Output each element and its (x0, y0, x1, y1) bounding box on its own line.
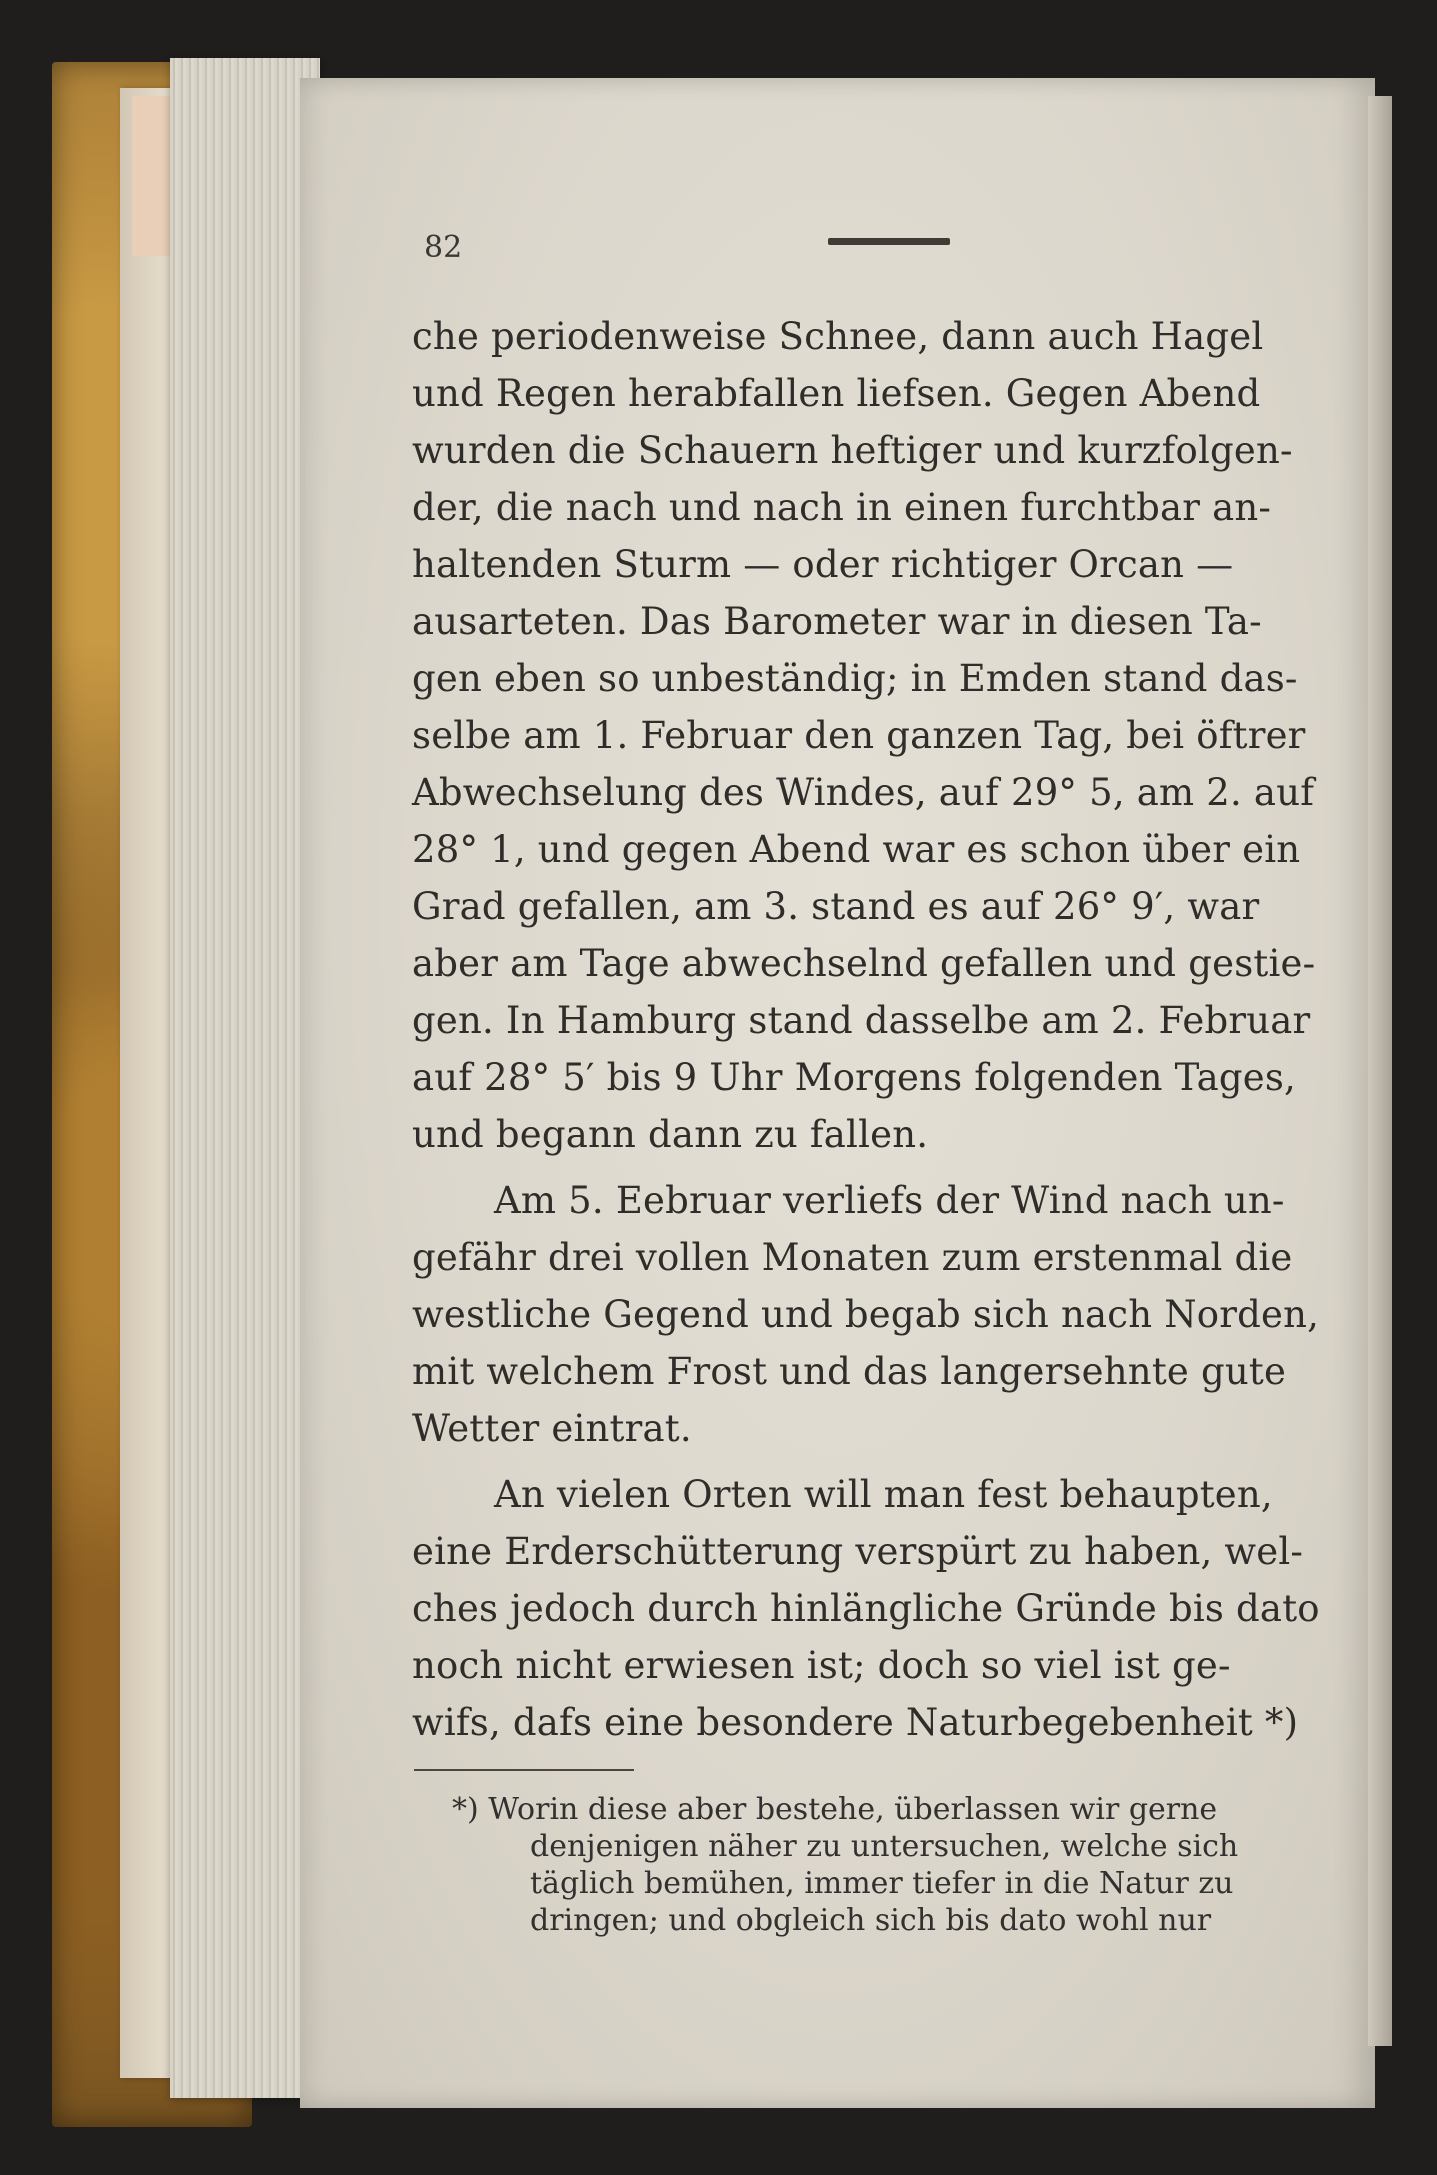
body-line: Grad gefallen, am 3. stand es auf 26° 9′, war (412, 885, 1260, 928)
body-line: der, die nach und nach in einen furchtbar an- (412, 486, 1272, 529)
body-line: und begann dann zu fallen. (412, 1113, 929, 1156)
body-line: und Regen herabfallen liefsen. Gegen Abend (412, 372, 1261, 415)
body-line: ches jedoch durch hinlängliche Gründe bis dato (412, 1587, 1320, 1630)
body-line: Abwechselung des Windes, auf 29° 5, am 2. auf (412, 771, 1315, 814)
body-line: 28° 1, und gegen Abend war es schon über ein (412, 828, 1301, 871)
body-line: Am 5. Eebruar verliefs der Wind nach un- (494, 1179, 1285, 1222)
endpaper-tab (132, 96, 172, 256)
body-line: ausarteten. Das Barometer war in diesen Ta- (412, 600, 1262, 643)
body-line: selbe am 1. Februar den ganzen Tag, bei öftrer (412, 714, 1306, 757)
footnote-line: *) Worin diese aber bestehe, überlassen wir gerne (452, 1792, 1218, 1827)
body-line: An vielen Orten will man fest behaupten, (494, 1473, 1273, 1516)
body-line: wifs, dafs eine besondere Naturbegebenheit *) (412, 1701, 1299, 1744)
page-stack (170, 58, 320, 2098)
footnote-line: dringen; und obgleich sich bis dato wohl nur (530, 1903, 1212, 1938)
footnote-line: täglich bemühen, immer tiefer in die Natur zu (530, 1866, 1234, 1901)
body-line: gen. In Hamburg stand dasselbe am 2. Februar (412, 999, 1311, 1042)
body-line: che periodenweise Schnee, dann auch Hagel (412, 315, 1264, 358)
body-line: wurden die Schauern heftiger und kurzfolgen- (412, 429, 1293, 472)
header-ornament-rule (828, 238, 950, 245)
body-line: eine Erderschütterung verspürt zu haben, wel- (412, 1530, 1304, 1573)
body-line: mit welchem Frost und das langersehnte gute (412, 1350, 1287, 1393)
footnote-line: denjenigen näher zu untersuchen, welche sich (530, 1829, 1239, 1864)
body-line: gen eben so unbeständig; in Emden stand das- (412, 657, 1298, 700)
body-line: aber am Tage abwechselnd gefallen und gestie- (412, 942, 1316, 985)
body-line: westliche Gegend und begab sich nach Norden, (412, 1293, 1320, 1336)
body-line: gefähr drei vollen Monaten zum erstenmal die (412, 1236, 1293, 1279)
footnote-rule (414, 1769, 634, 1771)
page-number: 82 (424, 230, 463, 265)
body-line: Wetter eintrat. (412, 1407, 692, 1450)
body-line: auf 28° 5′ bis 9 Uhr Morgens folgenden Tages, (412, 1056, 1297, 1099)
body-line: haltenden Sturm — oder richtiger Orcan — (412, 543, 1234, 586)
body-line: noch nicht erwiesen ist; doch so viel ist ge- (412, 1644, 1231, 1687)
